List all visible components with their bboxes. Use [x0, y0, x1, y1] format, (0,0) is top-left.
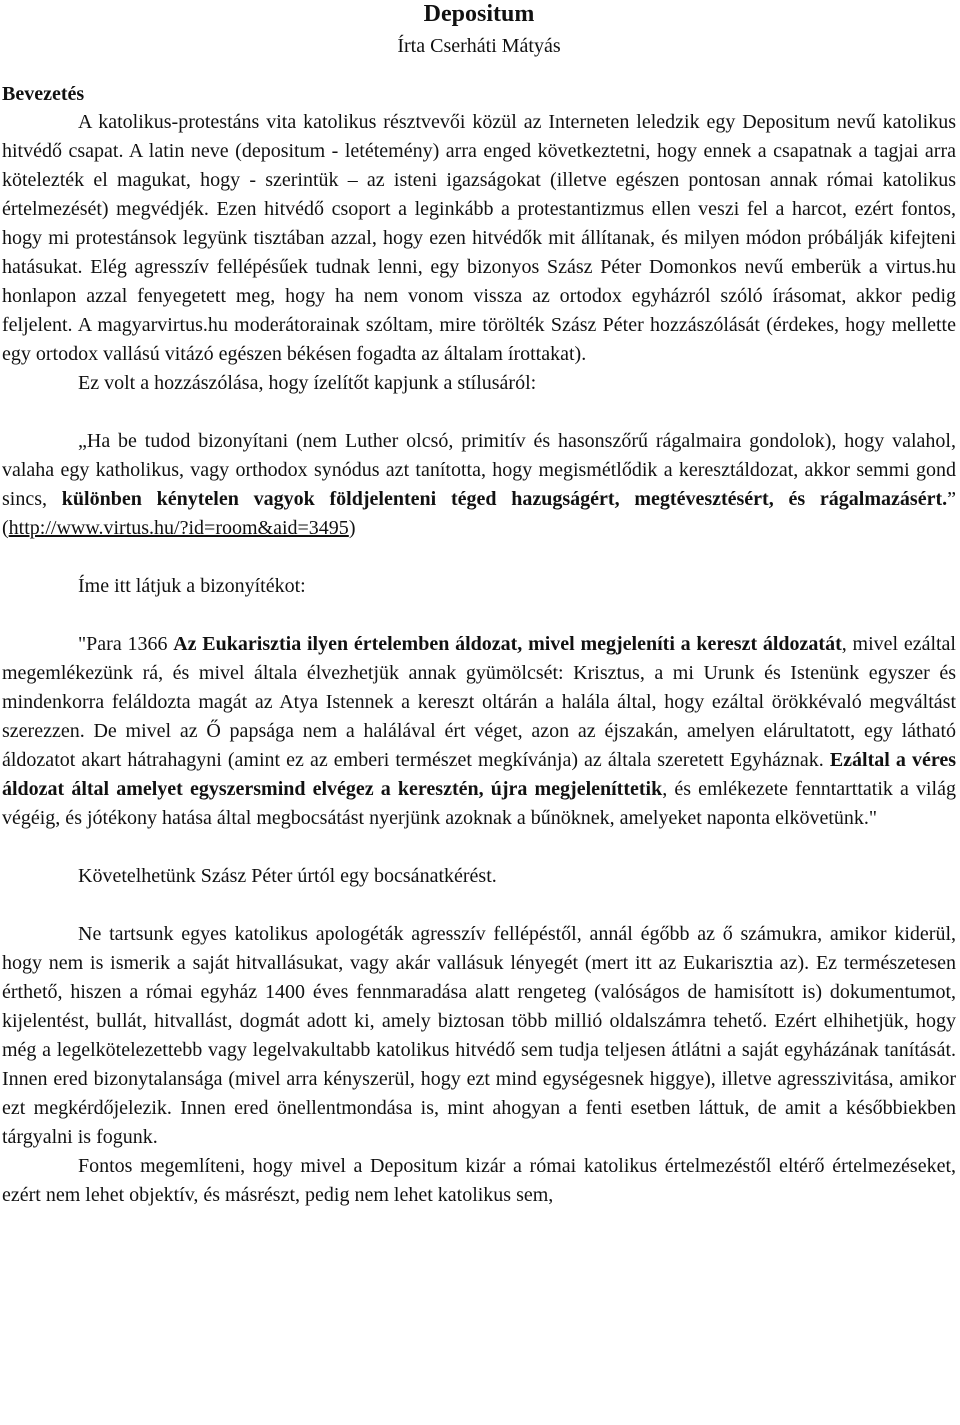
- quote-text: „Ha be tudod bizonyítani (nem Luther olcsó, primitív és hasonszőrű rágalmaira gondolok), hogy valahol, valaha egy katholikus, vagy orthodox synódus azt tanította, hogy megismétlődik a keresztáldozat, akkor semmi gond sincs,: [2, 430, 956, 510]
- quote-bold-text: különben kénytelen vagyok földjelenteni téged hazugságért, megtévesztésért, és rágalmazásért.: [61, 488, 948, 510]
- author-line: Írta Cserháti Mátyás: [397, 35, 561, 57]
- apology-demand: Követelhetünk Szász Péter úrtól egy bocsánatkérést.: [78, 865, 497, 887]
- catechism-quote: [2, 630, 956, 833]
- proof-intro: Íme itt látjuk a bizonyítékot:: [78, 575, 306, 597]
- quote-close-mark: ”: [947, 488, 956, 510]
- source-link[interactable]: http://www.virtus.hu/?id=room&aid=3495: [8, 517, 349, 539]
- section-heading-introduction: Bevezetés: [2, 83, 85, 105]
- document-title: Depositum: [423, 1, 535, 27]
- intro-lead-in: Ez volt a hozzászólása, hogy ízelítőt kapjunk a stílusáról:: [78, 372, 537, 394]
- document-page: [2, 0, 956, 1210]
- link-close-paren: ): [348, 517, 356, 539]
- para-text-1: , mivel ezáltal megemlékezünk rá, és mivel általa élvezhetjük annak gyümölcsét: Krisztus, a mi Urunk és Istenünk egyszer és mindenkorra feláldozta magát az Atya Istennek a kereszt oltárán a halála által, hogy ezáltal örökkévaló megváltást szerezzen. De mivel az Ő papsága nem a halálával ért véget, azon az éjszakán, amelyen elárultatott, egy látható áldozatot akart hátrahagyni (amint ez az emberi természet megkívánja) az általa szeretett Egyháznak.: [2, 633, 956, 771]
- intro-paragraph: A katolikus-protestáns vita katolikus résztvevői közül az Interneten leledzik egy Depositum nevű katolikus hitvédő csapat. A latin neve (depositum - letétemény) arra enged következtetni, hogy ennek a csapatnak a tagjai arra kötelezték el magukat, hogy - szerintük – az isteni igazságokat (illetve egészen pontosan annak római katolikus értelmezését) megvédjék. Ezen hitvédő csoport a leginkább a protestantizmus ellen veszi fel a harcot, ezért fontos, hogy mi protestánsok legyünk tisztában azzal, hogy ezen hitvédők mit állítanak, és milyen módon próbálják kifejteni hatásukat. Elég agresszív fellépésűek tudnak lenni, egy bizonyos Szász Péter Domonkos nevű emberük a virtus.hu honlapon azzal fenyegetett meg, hogy ha nem vonom vissza az ortodox egyházról szóló írásomat, akkor pedig feljelent. A magyarvirtus.hu moderátorainak szóltam, mire törölték Szász Péter hozzászólását (érdekes, hogy mellette egy ortodox vallású vitázó egészen békésen fogadta az általam írottakat).: [2, 111, 956, 365]
- para-text-2: , és emlékezete fenntarttatik a világ végéig, és jótékony hatása által megbocsátást nyerjünk azoknak a bűnöknek, amelyeket naponta elkövetünk.": [2, 778, 956, 829]
- para-prefix: "Para 1366: [78, 633, 174, 655]
- para-bold-1: Az Eukarisztia ilyen értelemben áldozat, mivel megjeleníti a kereszt áldozatát: [173, 633, 842, 655]
- apologeta-paragraph: Ne tartsunk egyes katolikus apologéták agresszív fellépéstől, annál égőbb az ő számukra, amikor kiderül, hogy nem is ismerik a saját hitvallásukat, vagy akár vallásuk lényegét (mert itt az Eukarisztia az). Ez természetesen érthető, hiszen a római egyház 1400 éves fennmaradása alatt rengeteg (valóságos de hamisított is) dokumentumot, kijelentést, bullát, hitvallást, dogmát adott ki, amely biztosan több millió oldalszámra tehető. Ezért elhihetjük, hogy még a legelkötelezettebb vagy legelvakultabb katolikus hitvédő sem tudja teljesen átlátni a saját egyházának tanítását. Innen ered bizonytalansága (mivel arra kényszerül, hogy ezt mind egységesnek higgye), illetve agresszivitása, amikor ezt megkérdőjelezik. Innen ered önellentmondása is, mint ahogyan a fenti esetben láttuk, de amit a későbbiekben tárgyalni is fogunk.: [2, 923, 956, 1148]
- link-open-paren: (: [2, 517, 9, 539]
- closing-paragraph: Fontos megemlíteni, hogy mivel a Depositum kizár a római katolikus értelmezéstől eltérő értelmezéseket, ezért nem lehet objektív, és másrészt, pedig nem lehet katolikus sem,: [2, 1155, 956, 1206]
- quoted-comment: [2, 427, 956, 543]
- para-bold-2: Ezáltal a véres áldozat által amelyet egyszersmind elvégez a keresztén, újra megjeleníttetik: [2, 749, 956, 800]
